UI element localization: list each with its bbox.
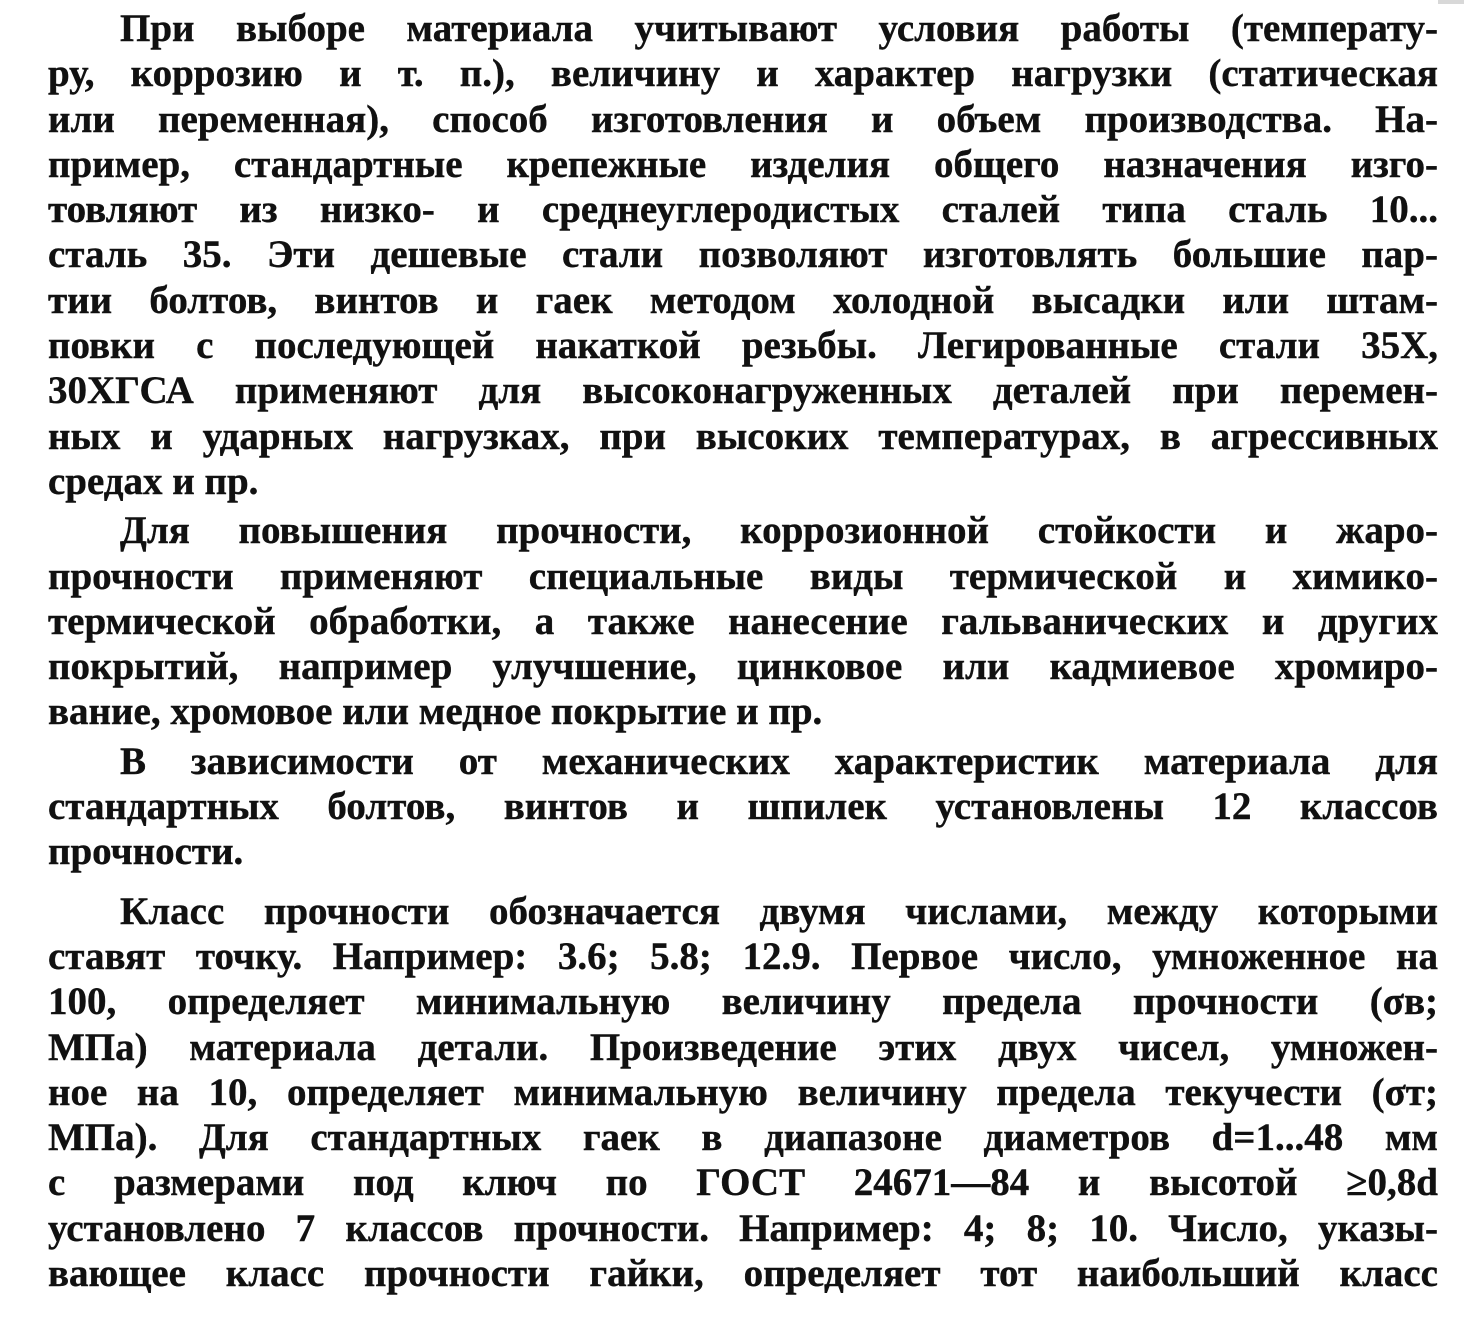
text-line: с размерами под ключ по ГОСТ 24671—84 и высотой ≥0,8d [48, 1161, 1438, 1205]
text-line: 100, определяет минимальную величину предела прочности (σв; [48, 980, 1438, 1024]
text-line: установлено 7 классов прочности. Например: 4; 8; 10. Число, указы- [48, 1206, 1438, 1250]
paragraph-class-notation [48, 889, 1438, 1297]
text-line: ставят точку. Например: 3.6; 5.8; 12.9. Первое число, умноженное на [48, 934, 1438, 978]
text-line: Класс прочности обозначается двумя числами, между которыми [120, 889, 1438, 933]
text-line: тии болтов, винтов и гаек методом холодной высадки или штам- [48, 278, 1438, 322]
text-line: ное на 10, определяет минимальную величину предела текучести (σт; [48, 1070, 1438, 1114]
text-line: 30ХГСА применяют для высоконагруженных деталей при перемен- [48, 369, 1438, 413]
text-line: В зависимости от механических характеристик материала для [120, 739, 1438, 783]
text-line: вающее класс прочности гайки, определяет тот наибольший класс [48, 1252, 1438, 1296]
text-line: МПа) материала детали. Произведение этих двух чисел, умножен- [48, 1025, 1438, 1069]
text-line: повки с последующей накаткой резьбы. Легированные стали 35Х, [48, 324, 1438, 368]
text-line: стандартных болтов, винтов и шпилек установлены 12 классов [48, 785, 1438, 829]
scan-edge-mark [1438, 0, 1464, 4]
text-line: товляют из низко- и среднеуглеродистых сталей типа сталь 10... [48, 188, 1438, 232]
paragraph-gap [48, 875, 1438, 889]
document-page [48, 6, 1438, 1296]
paragraph-strength-classes [48, 739, 1438, 875]
paragraph-surface-treatment [48, 508, 1438, 734]
text-line: ных и ударных нагрузках, при высоких температурах, в агрессивных [48, 414, 1438, 458]
text-line: вание, хромовое или медное покрытие и пр. [48, 690, 823, 734]
text-line: или переменная), способ изготовления и объем производства. На- [48, 97, 1438, 141]
text-line: При выборе материала учитывают условия работы (температу- [120, 7, 1438, 50]
text-line: термической обработки, а также нанесение гальванических и других [48, 599, 1438, 643]
text-line: средах и пр. [48, 459, 259, 503]
text-line: пример, стандартные крепежные изделия общего назначения изго- [48, 142, 1438, 186]
text-line: прочности применяют специальные виды термической и химико- [48, 554, 1438, 598]
text-line: покрытий, например улучшение, цинковое или кадмиевое хромиро- [48, 645, 1438, 689]
text-line: МПа). Для стандартных гаек в диапазоне диаметров d=1...48 мм [48, 1116, 1438, 1160]
paragraph-material-selection [48, 6, 1438, 504]
text-line: Для повышения прочности, коррозионной стойкости и жаро- [120, 509, 1438, 553]
text-line: сталь 35. Эти дешевые стали позволяют изготовлять большие пар- [48, 233, 1438, 277]
text-line: прочности. [48, 830, 244, 874]
text-line: ру, коррозию и т. п.), величину и характер нагрузки (статическая [48, 52, 1438, 96]
